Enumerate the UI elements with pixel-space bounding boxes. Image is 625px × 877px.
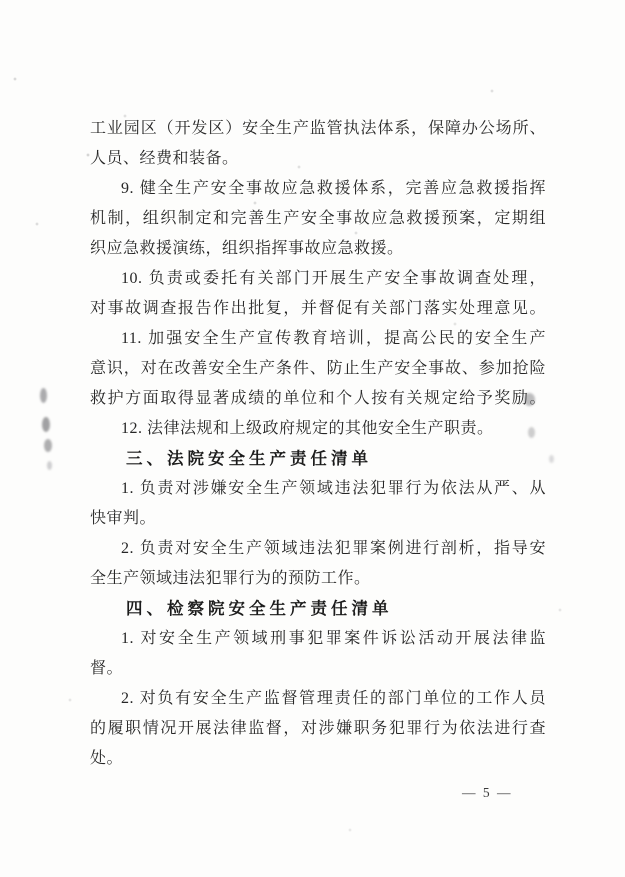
scan-artifact: [44, 439, 52, 452]
list-item-9: 9. 健全生产安全事故应急救援体系，完善应急救援指挥: [121, 180, 546, 197]
text-line: 全生产领域违法犯罪行为的预防工作。: [90, 570, 371, 587]
list-item-11: 11. 加强安全生产宣传教育培训，提高公民的安全生产: [121, 330, 546, 347]
list-item-2-procuratorate: 2. 对负有安全生产监督管理责任的部门单位的工作人员: [121, 690, 546, 707]
text-line: 快审判。: [90, 510, 157, 527]
list-item-1-court: 1. 负责对涉嫌安全生产领域违法犯罪行为依法从严、从: [121, 480, 546, 497]
text-line: 意识，对在改善安全生产条件、防止生产安全事故、参加抢险: [90, 360, 546, 377]
text-line: 人员、经费和装备。: [90, 150, 239, 167]
text-line: 督。: [90, 660, 124, 677]
scan-artifact: [528, 427, 535, 438]
text-line: 处。: [90, 750, 124, 767]
scan-artifact: [47, 461, 52, 470]
list-item-2-court: 2. 负责对安全生产领域违法犯罪案例进行剖析，指导安: [121, 540, 546, 557]
page-number: — 5 —: [462, 785, 513, 800]
section-heading-procuratorate: 四、检察院安全生产责任清单: [126, 600, 393, 618]
text-line: 救护方面取得显著成绩的单位和个人按有关规定给予奖励。: [90, 390, 546, 407]
text-line: 织应急救援演练，组织指挥事故应急救援。: [90, 240, 404, 257]
scan-artifact: [524, 393, 535, 406]
scan-artifact: [42, 417, 50, 432]
text-line: 的履职情况开展法律监督，对涉嫌职务犯罪行为依法进行查: [90, 720, 546, 737]
list-item-12: 12. 法律法规和上级政府规定的其他安全生产职责。: [121, 420, 494, 437]
text-line: 对事故调查报告作出批复，并督促有关部门落实处理意见。: [90, 300, 546, 317]
section-heading-court: 三、法院安全生产责任清单: [126, 450, 372, 468]
text-line: 机制，组织制定和完善生产安全事故应急救援预案，定期组: [90, 210, 546, 227]
scan-artifact: [40, 388, 47, 403]
document-body: [90, 114, 546, 774]
list-item-1-procuratorate: 1. 对安全生产领域刑事犯罪案件诉讼活动开展法律监: [121, 630, 546, 647]
scan-artifact: [549, 455, 554, 463]
text-line: 工业园区（开发区）安全生产监管执法体系，保障办公场所、: [90, 120, 546, 137]
list-item-10: 10. 负责或委托有关部门开展生产安全事故调查处理，: [121, 270, 546, 287]
